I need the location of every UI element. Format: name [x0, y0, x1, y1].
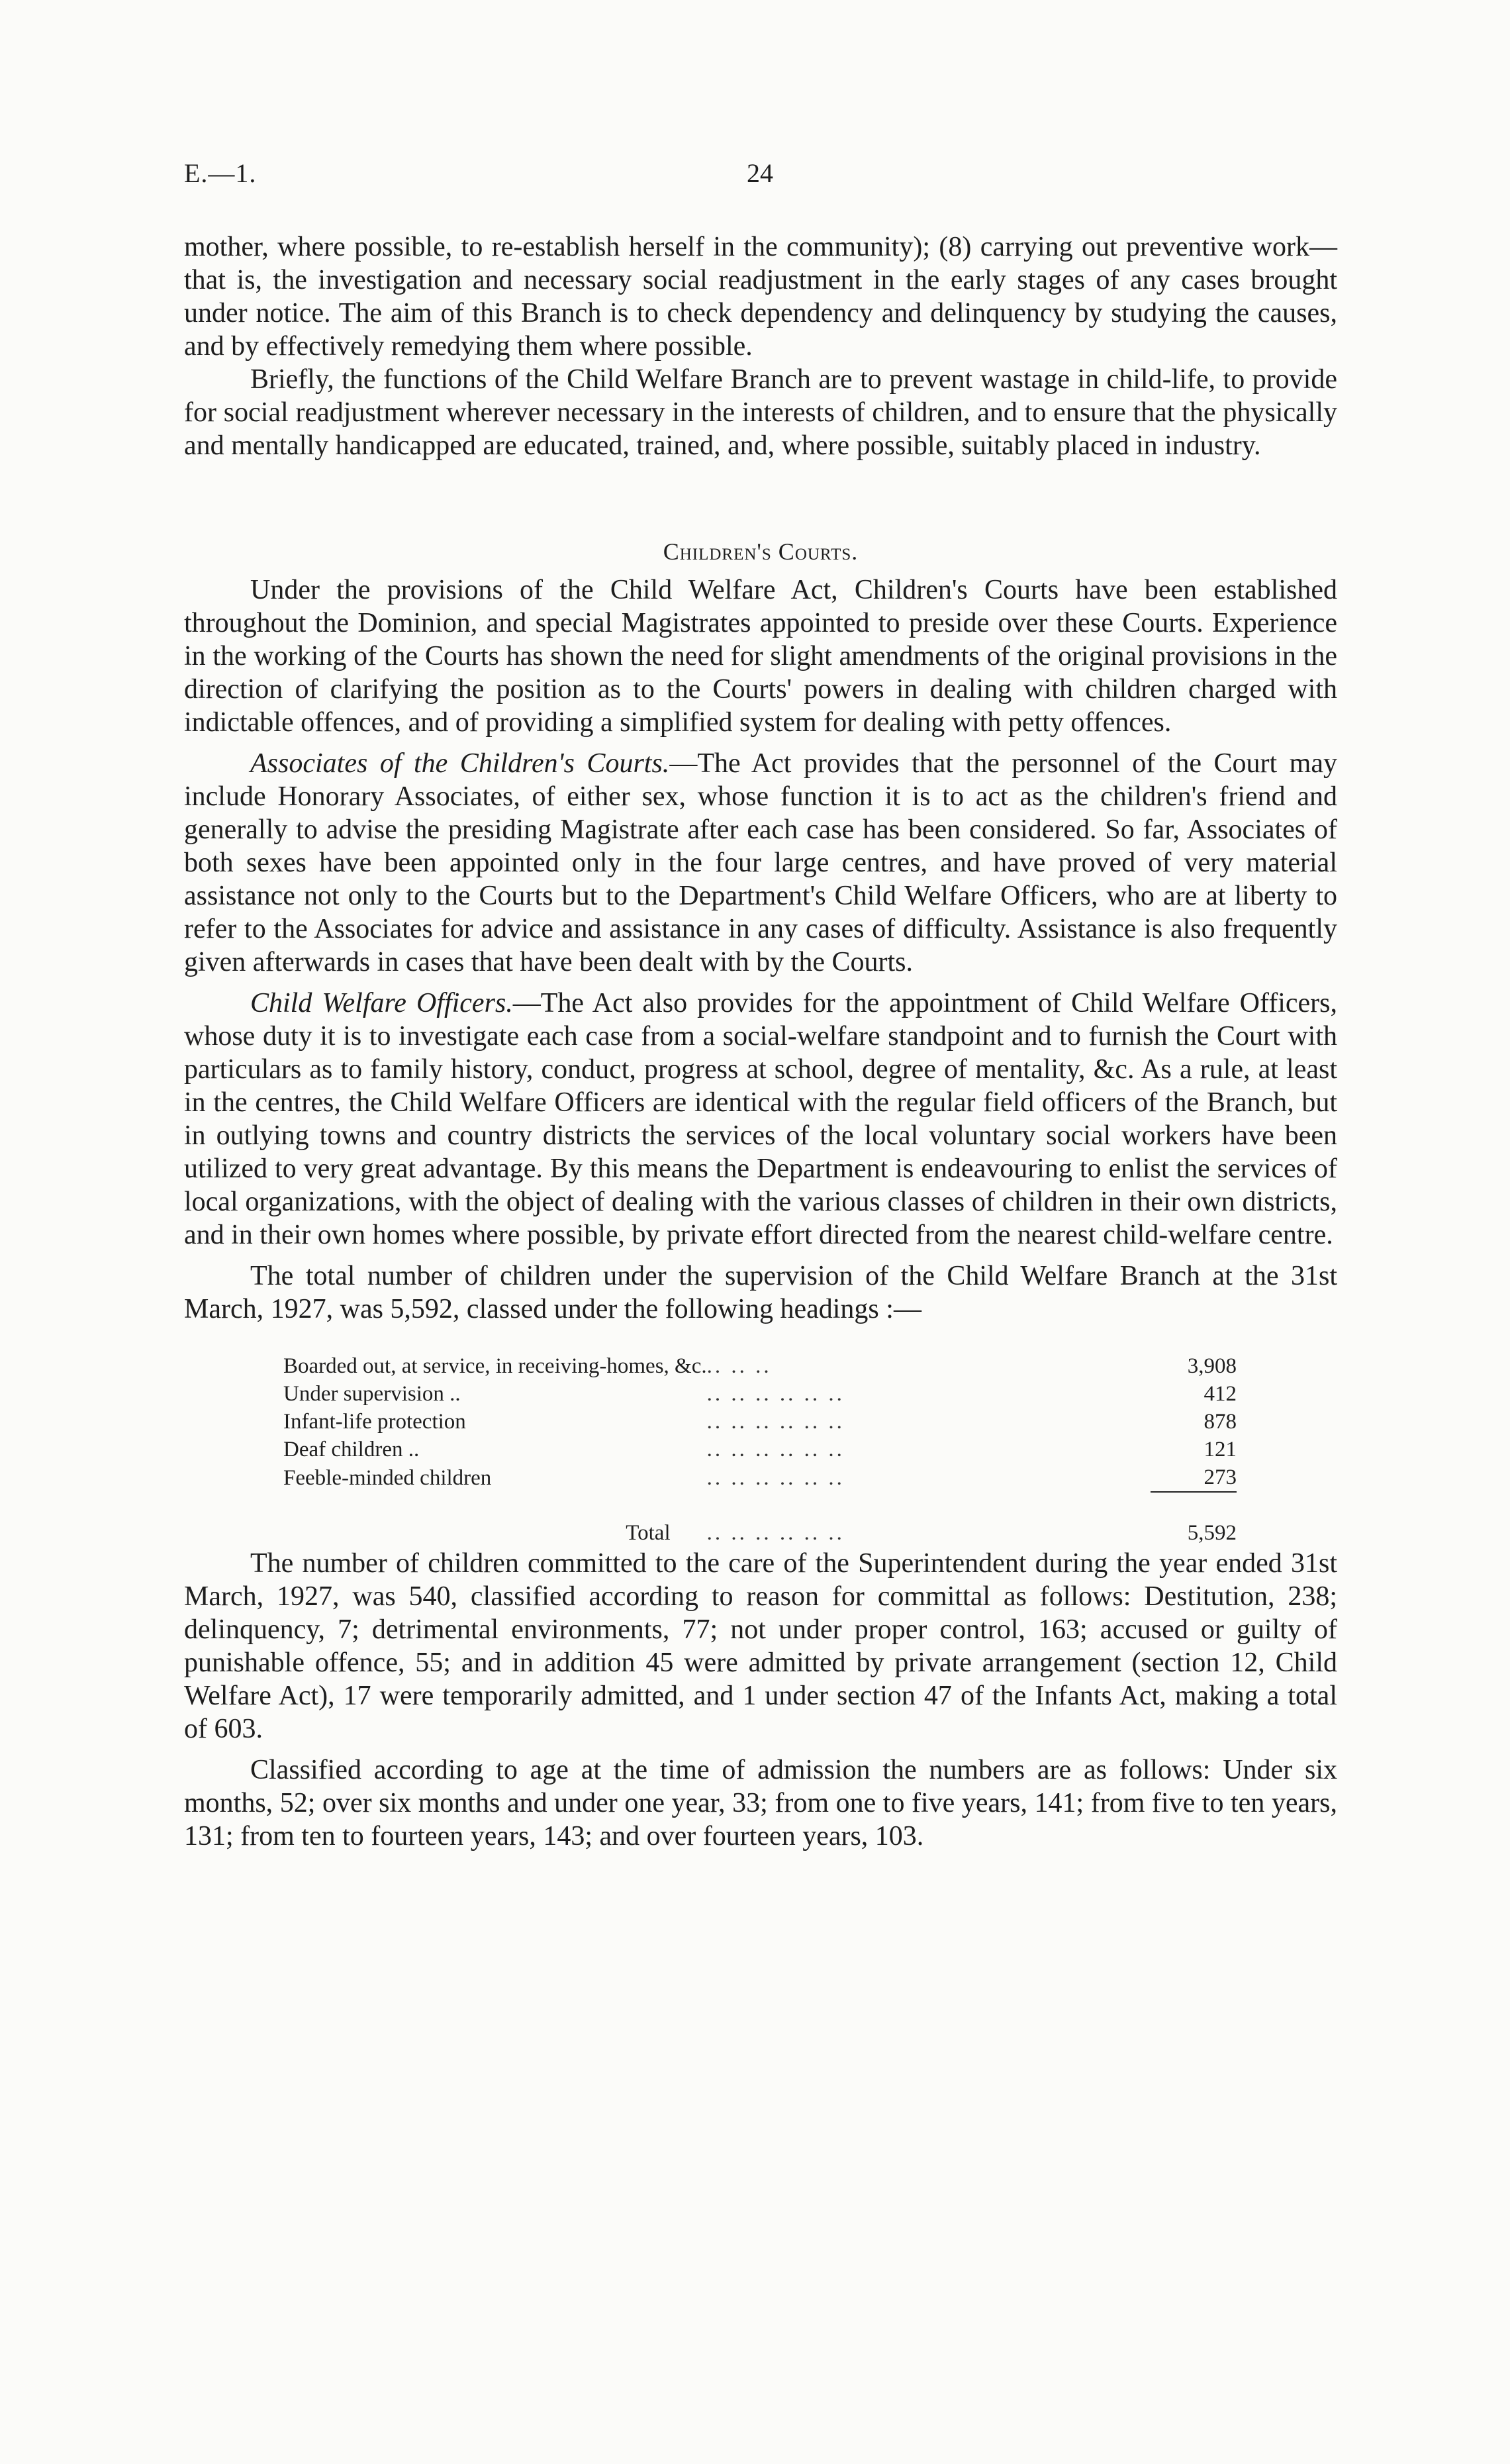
page-header	[184, 158, 1336, 197]
supervision-table	[283, 1352, 1237, 1547]
page-number: 24	[747, 158, 773, 188]
intro-paragraph-1: mother, where possible, to re-establish herself in the community); (8) carrying out preventive work—that is, the investigation and necessary social readjustment in the early stages of any cases brought under notice. The aim of this Branch is to check dependency and delinquency by studying the causes, and by effectively remedying them where possible.	[184, 232, 1337, 362]
table-row	[283, 1408, 1237, 1436]
total-value: 5,592	[1151, 1492, 1237, 1547]
age-paragraph: Classified according to age at the time of admission the numbers are as follows: Under six months, 52; over six months and under one year, 33; from one to five years, 141; from five to ten years, 131; from ten to fourteen years, 143; and over fourteen years, 103.	[184, 1755, 1337, 1851]
row-value: 121	[1203, 1438, 1237, 1461]
row-label: Boarded out, at service, in receiving-homes, &c.	[283, 1354, 707, 1378]
total-label: Total	[626, 1521, 671, 1545]
committal-paragraph: The number of children committed to the care of the Superintendent during the year ended 31st March, 1927, was 540, classified according to reason for committal as follows: Destitution, 238; delinquency, 7; detrimental environments, 77; not under proper control, 163; accused or guilty of punishable offence, 55; and in addition 45 were admitted by private arrangement (section 12, Child Welfare Act), 17 were temporarily admitted, and 1 under section 47 of the Infants Act, making a total of 603.	[184, 1548, 1337, 1744]
total-intro-paragraph: The total number of children under the supervision of the Child Welfare Branch at the 31st March, 1927, was 5,592, classed under the following headings :—	[184, 1261, 1337, 1324]
row-leader: .. .. ..	[706, 1354, 772, 1378]
row-value: 3,908	[1187, 1354, 1237, 1378]
row-leader: .. .. .. .. .. ..	[706, 1410, 845, 1434]
intro-paragraph-2: Briefly, the functions of the Child Welfare Branch are to prevent wastage in child-life, to provide for social readjustment wherever necessary in the interests of children, and to ensure that the physically and mentally handicapped are educated, trained, and, where possible, suitably placed in industry.	[184, 364, 1337, 461]
row-leader: .. .. .. .. .. ..	[706, 1466, 845, 1490]
associates-subheading: Associates of the Children's Courts.	[250, 748, 670, 779]
row-label: Infant-life protection	[283, 1410, 466, 1434]
associates-text: —The Act provides that the personnel of the Court may include Honorary Associates, of either sex, whose function it is to act as the children's friend and generally to advise the presiding Magistrate after each case has been considered. So far, Associates of both sexes have been appointed only in the four large centres, and have proved of very material assistance not only to the Courts but to the Department's Child Welfare Officers, who are at liberty to refer to the Associates for advice and assistance in any cases of difficulty. Assistance is also frequently given afterwards in cases that have been dealt with by the Courts.	[184, 748, 1337, 977]
row-value: 412	[1203, 1382, 1237, 1406]
row-leader: .. .. .. .. .. ..	[706, 1382, 845, 1406]
row-label: Feeble-minded children	[283, 1466, 492, 1490]
table-row	[283, 1463, 1237, 1492]
row-value: 273	[1203, 1465, 1237, 1489]
total-leader: .. .. .. .. .. ..	[706, 1521, 845, 1545]
officers-paragraph	[184, 987, 1337, 1252]
courts-paragraph: Under the provisions of the Child Welfare Act, Children's Courts have been established throughout the Dominion, and special Magistrates appointed to preside over these Courts. Experience in the working of the Courts has shown the need for slight amendments of the original provisions in the direction of clarifying the position as to the Courts' powers in dealing with children charged with indictable offences, and of providing a simplified system for dealing with petty offences.	[184, 575, 1337, 738]
page-body	[184, 230, 1337, 1853]
row-label: Deaf children ..	[283, 1438, 420, 1461]
row-leader: .. .. .. .. .. ..	[706, 1438, 845, 1461]
table-row	[283, 1436, 1237, 1463]
officers-text: —The Act also provides for the appointment of Child Welfare Officers, whose duty it is to investigate each case from a social-welfare standpoint and to furnish the Court with particulars as to family history, conduct, progress at school, degree of mentality, &c. As a rule, at least in the centres, the Child Welfare Officers are identical with the regular field officers of the Branch, but in outlying towns and country districts the services of the local voluntary social workers have been utilized to very great advantage. By this means the Department is endeavouring to enlist the services of local organizations, with the object of dealing with the various classes of children in their own districts, and in their own homes where possible, by private effort directed from the nearest child-welfare centre.	[184, 988, 1337, 1250]
document-reference: E.—1.	[184, 158, 257, 188]
table-row	[283, 1380, 1237, 1408]
section-heading: Children's Courts.	[663, 538, 859, 565]
officers-subheading: Child Welfare Officers.	[250, 988, 513, 1018]
table-total-row	[283, 1492, 1237, 1547]
row-label: Under supervision ..	[283, 1382, 461, 1406]
row-value: 878	[1203, 1410, 1237, 1434]
table-row	[283, 1352, 1237, 1380]
associates-paragraph	[184, 747, 1337, 979]
